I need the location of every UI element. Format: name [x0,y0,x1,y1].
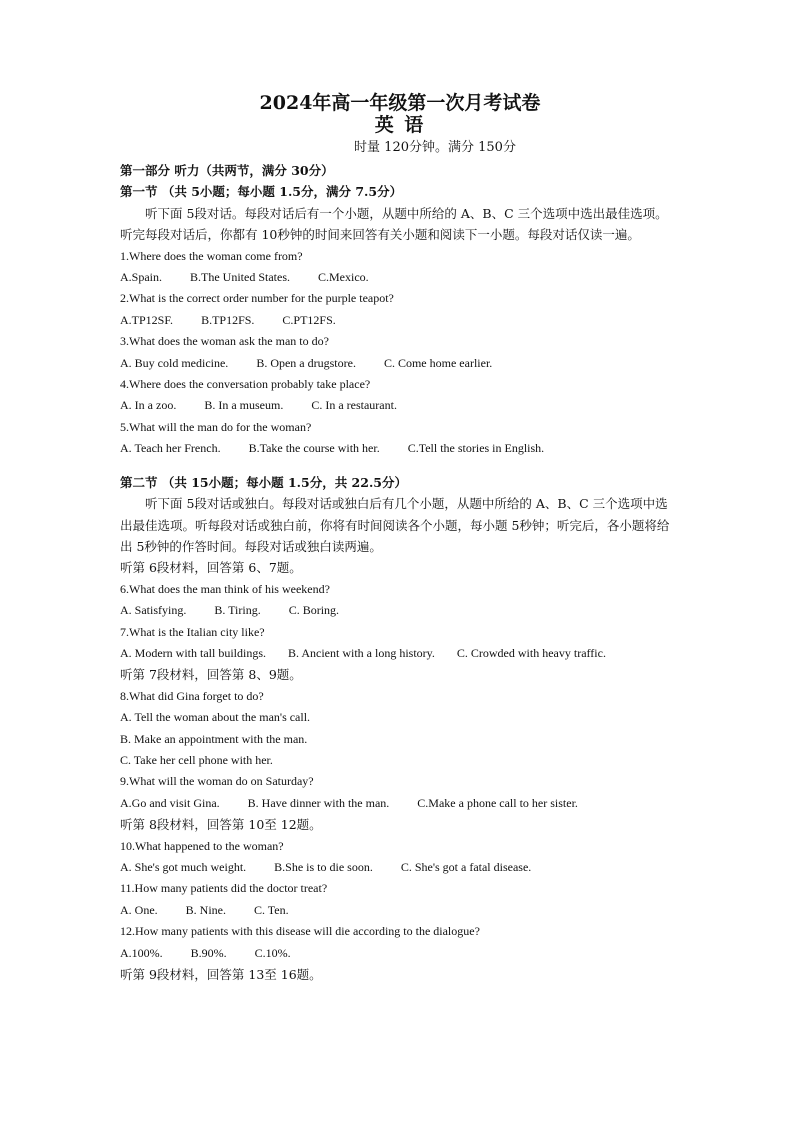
option: C.PT12FS. [282,312,336,327]
question-11: 11.How many patients did the doctor treat? [120,881,328,896]
option: C. Crowded with heavy traffic. [456,645,606,660]
question-10: 10.What happened to the woman? [120,838,284,853]
question-9-options [120,793,680,814]
material-8-note: 听第 8段材料，回答第 10至 12题。 [120,817,322,833]
question-5: 5.What will the man do for the woman? [120,419,312,434]
question-7-options [120,643,680,664]
option: B. Have dinner with the man. [247,795,390,810]
option: C. Ten. [254,902,289,917]
option: B.90%. [190,945,227,960]
option: B. In a museum. [204,398,284,413]
question-8-option-a: A. Tell the woman about the man's call. [120,710,311,725]
option: B.She is to die soon. [274,860,373,874]
question-2: 2.What is the correct order number for the purple teapot? [120,291,394,306]
question-1: 1.Where does the woman come from? [120,248,303,263]
option: C. She's got a fatal disease. [400,860,532,874]
option: B.TP12FS. [201,312,255,327]
exam-title: 2024年高一年级第一次月考试卷 [259,92,541,114]
question-3-options [120,353,680,374]
question-4-options [120,395,680,416]
question-5-options [120,438,680,459]
question-6-options [120,600,680,621]
option: B.Take the course with her. [248,441,380,456]
section1-questions [120,246,680,460]
option: C.10%. [254,945,291,960]
option: B. Nine. [185,902,227,917]
option: A. Satisfying. [120,603,187,618]
question-4: 4.Where does the conversation probably take place? [120,377,371,392]
option: C. In a restaurant. [311,398,397,413]
option: A.Go and visit Gina. [120,795,220,810]
part1-heading: 第一部分 听力（共两节，满分 30分） [120,163,334,178]
question-3: 3.What does the woman ask the man to do? [120,334,329,349]
question-8-option-b: B. Make an appointment with the man. [120,731,308,746]
section1-heading: 第一节 （共 5小题；每小题 1.5分，满分 7.5分） [120,184,403,200]
question-2-options [120,310,680,331]
option: A.Spain. [120,270,162,285]
option: A. She's got much weight. [120,860,247,874]
option: C.Make a phone call to her sister. [417,795,578,810]
option: A. In a zoo. [120,398,177,413]
option: C.Mexico. [317,270,369,285]
question-8-option-c: C. Take her cell phone with her. [120,752,273,767]
option: A. Modern with tall buildings. [120,645,266,660]
option: A.100%. [120,945,163,960]
exam-page [120,92,680,985]
option: B. Open a drugstore. [256,355,356,370]
question-9: 9.What will the woman do on Saturday? [120,774,314,789]
question-8: 8.What did Gina forget to do? [120,688,264,703]
question-6: 6.What does the man think of his weekend? [120,581,330,596]
option: B.The United States. [190,270,290,285]
option: C. Come home earlier. [383,355,493,370]
question-1-options [120,267,680,288]
question-10-options [120,857,680,878]
option: B. Ancient with a long history. [288,645,435,660]
section2-heading: 第二节 （共 15小题；每小题 1.5分，共 22.5分） [120,474,407,490]
material-9-note: 听第 9段材料，回答第 13至 16题。 [120,967,322,983]
question-7: 7.What is the Italian city like? [120,624,265,639]
option: C. Boring. [288,603,340,618]
material-6-note: 听第 6段材料，回答第 6、7题。 [120,560,302,576]
material-7-note: 听第 7段材料，回答第 8、9题。 [120,667,302,683]
question-12-options [120,943,680,964]
option: C.Tell the stories in English. [407,441,545,456]
option: A.TP12SF. [120,312,174,327]
option: A. Teach her French. [120,441,221,456]
section1-instructions: 听下面 5段对话。每段对话后有一个小题，从题中所给的 A、B、C 三个选项中选出最佳选项。听完每段对话后，你都有 10秒钟的时间来回答有关小题和阅读下一小题。每段对话仅读一遍。 [120,205,668,243]
question-11-options [120,900,680,921]
question-12: 12.How many patients with this disease will die according to the dialogue? [120,924,480,939]
option: B. Tiring. [214,603,261,618]
option: A. One. [120,902,158,917]
section2-instructions: 听下面 5段对话或独白。每段对话或独白后有几个小题，从题中所给的 A、B、C 三个选项中选出最佳选项。听每段对话或独白前，你将有时间阅读各个小题，每小题 5秒钟；听完后，各小题将给出 5秒钟的作答时间。每段对话或独白读两遍。 [120,496,670,554]
exam-subject: 英 语 [374,114,426,136]
option: A. Buy cold medicine. [120,355,229,370]
exam-meta: 时量 120分钟。满分 150分 [354,140,516,155]
